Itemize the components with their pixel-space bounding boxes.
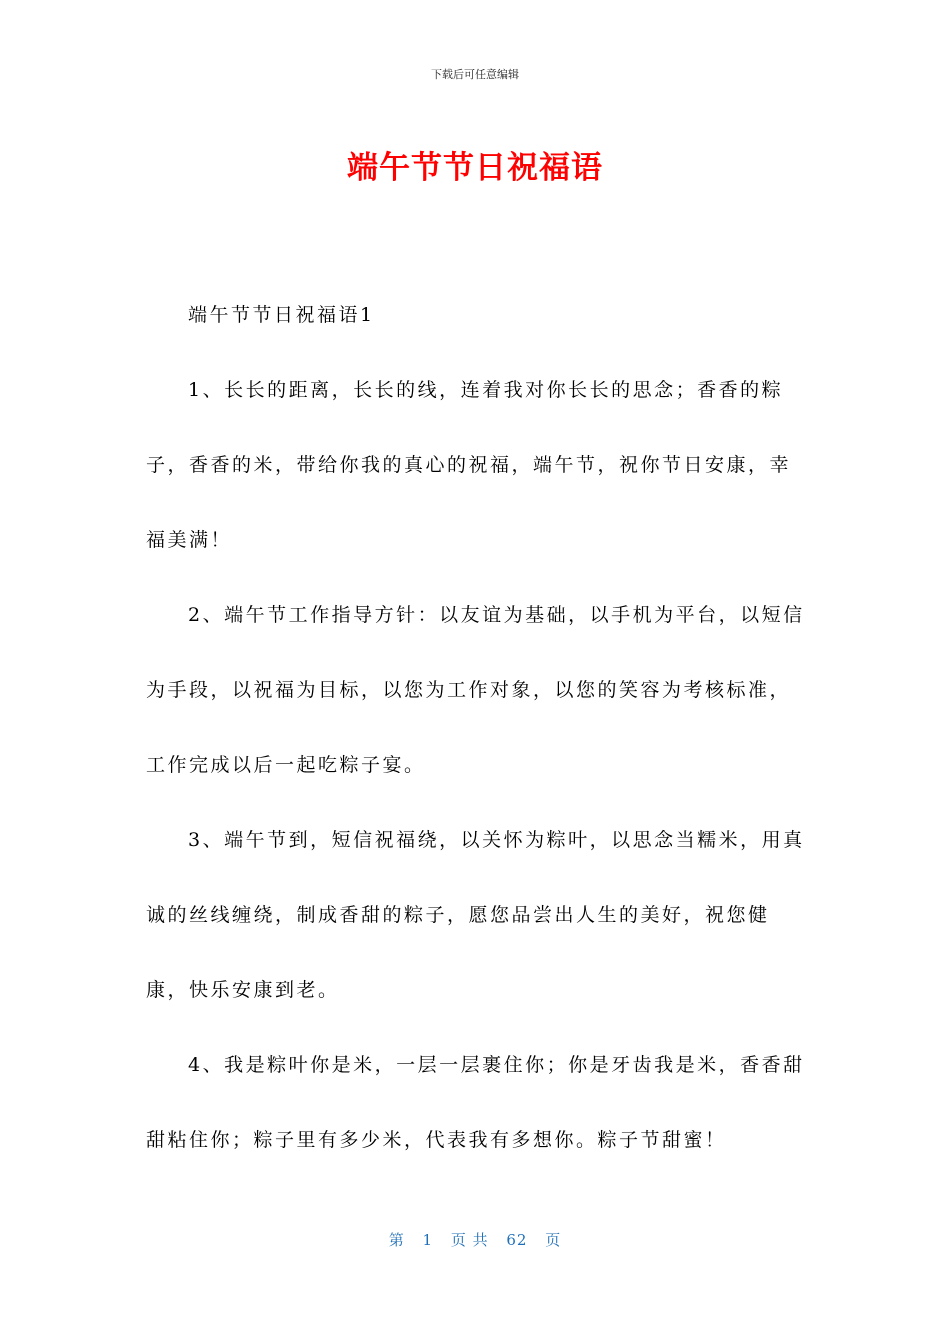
footer-suffix: 页 (545, 1231, 562, 1249)
section-heading: 端午节节日祝福语1 (188, 304, 375, 326)
footer-prefix: 第 (388, 1231, 405, 1249)
footer-middle: 页 共 (450, 1231, 489, 1249)
document-title: 端午节节日祝福语 (347, 150, 603, 186)
footer-total-pages: 62 (506, 1231, 528, 1249)
paragraph-4: 4、我是粽叶你是米，一层一层裹住你；你是牙齿我是米，香香甜甜粘住你；粽子里有多少米，代表我有多想你。粽子节甜蜜！ (146, 1054, 805, 1151)
paragraph-2: 2、端午节工作指导方针：以友谊为基础，以手机为平台，以短信为手段，以祝福为目标，以您为工作对象，以您的笑容为考核标准，工作完成以后一起吃粽子宴。 (146, 604, 805, 776)
header-note: 下载后可任意编辑 (431, 68, 519, 81)
footer-current-page: 1 (422, 1231, 434, 1249)
paragraph-3: 3、端午节到，短信祝福绕，以关怀为粽叶，以思念当糯米，用真诚的丝线缠绕，制成香甜的粽子，愿您品尝出人生的美好，祝您健康，快乐安康到老。 (146, 829, 805, 1001)
paragraph-1: 1、长长的距离，长长的线，连着我对你长长的思念；香香的粽子，香香的米，带给你我的真心的祝福，端午节，祝你节日安康，幸福美满！ (146, 379, 792, 551)
page-footer (0, 1229, 950, 1250)
document-body (146, 278, 806, 1178)
